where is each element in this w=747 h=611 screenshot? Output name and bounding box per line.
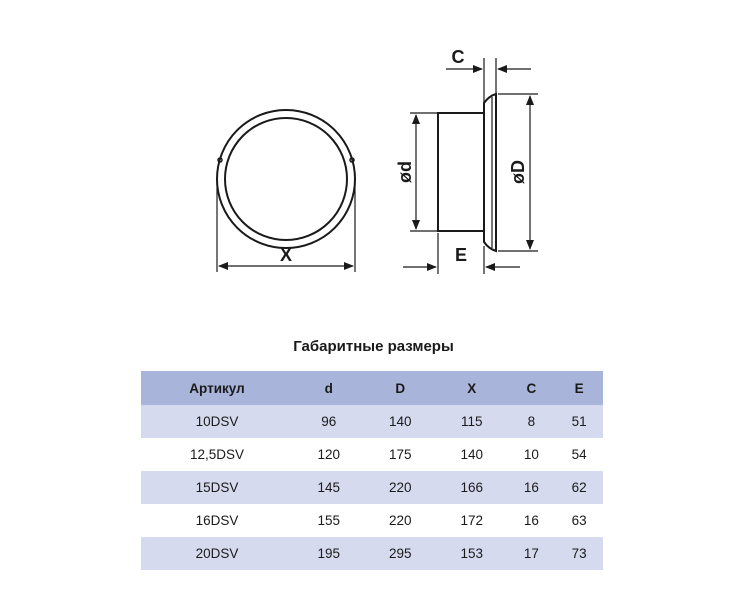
dimension-x-label: X: [279, 245, 293, 265]
cell-e: 73: [555, 537, 603, 570]
cell-x: 172: [436, 504, 508, 537]
table-row: [141, 537, 603, 570]
table-row: [141, 405, 603, 438]
table-title: Габаритные размеры: [293, 338, 454, 355]
cell-article: 15DSV: [141, 471, 293, 504]
duct-body: [438, 113, 484, 231]
cell-big-d: 220: [365, 471, 437, 504]
table-row: [141, 504, 603, 537]
table-row: [141, 438, 603, 471]
table-row: [141, 471, 603, 504]
cell-d: 120: [293, 438, 365, 471]
cell-article: 16DSV: [141, 504, 293, 537]
header-c: C: [508, 371, 556, 405]
technical-drawing: [0, 0, 747, 300]
cell-x: 166: [436, 471, 508, 504]
cell-d: 96: [293, 405, 365, 438]
header-e: E: [555, 371, 603, 405]
flange-profile: [484, 94, 496, 251]
cell-x: 140: [436, 438, 508, 471]
dimension-big-d-label: øD: [508, 160, 528, 184]
cell-article: 20DSV: [141, 537, 293, 570]
cell-e: 62: [555, 471, 603, 504]
cell-e: 54: [555, 438, 603, 471]
header-x: X: [436, 371, 508, 405]
cell-c: 17: [508, 537, 556, 570]
table-header-row: [141, 371, 603, 405]
outer-flange-circle: [217, 110, 355, 248]
cell-big-d: 175: [365, 438, 437, 471]
cell-x: 115: [436, 405, 508, 438]
cell-c: 16: [508, 504, 556, 537]
cell-big-d: 220: [365, 504, 437, 537]
cell-d: 145: [293, 471, 365, 504]
cell-big-d: 295: [365, 537, 437, 570]
header-big-d: D: [365, 371, 437, 405]
cell-big-d: 140: [365, 405, 437, 438]
cell-e: 63: [555, 504, 603, 537]
dimensions-table: [141, 371, 603, 570]
header-article: Артикул: [141, 371, 293, 405]
dimension-e-label: E: [454, 245, 468, 265]
dimension-d-label: ød: [395, 161, 415, 183]
dimension-c-label: C: [451, 47, 465, 67]
cell-c: 8: [508, 405, 556, 438]
cell-d: 195: [293, 537, 365, 570]
header-d: d: [293, 371, 365, 405]
cell-c: 10: [508, 438, 556, 471]
front-view: [217, 110, 355, 248]
cell-c: 16: [508, 471, 556, 504]
cell-x: 153: [436, 537, 508, 570]
cell-article: 10DSV: [141, 405, 293, 438]
side-view: [438, 94, 496, 251]
cell-article: 12,5DSV: [141, 438, 293, 471]
cell-d: 155: [293, 504, 365, 537]
cell-e: 51: [555, 405, 603, 438]
inner-duct-circle: [225, 118, 347, 240]
